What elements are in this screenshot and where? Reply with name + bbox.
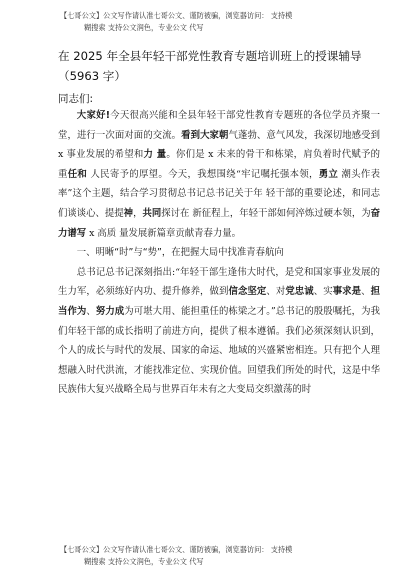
text-run: 、对 (266, 286, 286, 298)
bold-text: 奋力谱写 (58, 207, 380, 239)
text-run: 人民寄予的厚望。今天，我想围绕“牢记嘱托强本领， (87, 168, 319, 180)
bold-text: 事求是 (332, 286, 362, 298)
document-body (58, 106, 380, 400)
text-run: 为可堪大用、能担重任的栋梁之才。”总书记的殷殷嘱托，为我们年轻干部的成长指明了前进方向，提供了根本遵循。我们必须深刻认识到，个人的成长与时代的发展、国家的命运、地域的兴盛紧密相连。只有把个人理想融入时代洪流，才能找准定位、实现价值。回望我们所处的时代，这是中华民族伟大复兴战略全局与世界百年未有之大变局交织激荡的时 (58, 305, 380, 396)
text-run: 今天很高兴能和全县年轻干部党性教育专题班的各位学员齐聚一堂，进行一次面对面的交流。 (58, 110, 380, 141)
text-run: ， (133, 207, 143, 219)
bold-text: 党忠诚 (285, 286, 314, 298)
text-run: 、实 (313, 286, 333, 298)
text-run: 、 (361, 286, 371, 298)
greeting: 同志们: (58, 93, 94, 105)
bold-text: 努力成 (95, 305, 125, 317)
bold-text: 看到大家朝 (181, 129, 229, 141)
footer-note-line-1: 【七哥公文】公文写作请认准七哥公文、谨防被骗，浏览器访问： 支持模 (60, 545, 293, 554)
paragraph-section-1 (58, 263, 380, 400)
text-run: x 高质 量发展新篇章贡献青春力量。 (86, 227, 241, 239)
text-run: 、 (86, 305, 96, 317)
bold-text: 任和 (67, 168, 88, 180)
header-watermark-note (60, 10, 390, 34)
bold-text: 神 (123, 207, 134, 219)
bold-text: 信念坚定 (228, 286, 267, 298)
document-title: 在 2025 年全县年轻干部党性教育专题培训班上的授课辅导 （5963 字） (58, 49, 362, 83)
bold-text: 担当作为 (58, 286, 380, 317)
header-note-line-2: 糊搜索 支持公文润色，专业公文 代写 (84, 23, 204, 32)
section-1-heading: 一、明晰“时”与“势”，在把握大局中找准青春航向 (76, 247, 284, 259)
footer-watermark-note (60, 544, 390, 568)
bold-text: 大家好! (76, 110, 110, 121)
bold-text: 勇立 (318, 168, 339, 180)
text-run: 探讨在 新征程上，年轻干部如何淬炼过硬本领，为 (161, 207, 371, 219)
paragraph-opening (58, 106, 380, 243)
header-note-line-1: 【七哥公文】公文写作请认准七哥公文、谨防被骗，浏览器访问： 支持模 (60, 11, 293, 20)
bold-text: 力 量 (143, 149, 167, 161)
text-run: 。你们是 x 未来的骨干和栋梁，肩负着时代赋予的重 (58, 149, 381, 180)
text-run: 潮头作表率”这个主题，结合学习贯彻总书记总书记关于年 轻干部的重要论述，和同志们谈谈心、提提 (58, 168, 380, 219)
text-run: 总书记总书记深刻指出:“年轻干部生逢伟大时代，是党和国家事业发展的生力军，必须练好内功、提升修养，做到 (58, 266, 380, 298)
bold-text: 共同 (142, 207, 162, 219)
footer-note-line-2: 糊搜索 支持公文润色，专业公文 代写 (84, 557, 204, 566)
text-run: 气蓬勃、意气风发，我深切地感受到 x 事业发展的希望和 (58, 129, 380, 161)
